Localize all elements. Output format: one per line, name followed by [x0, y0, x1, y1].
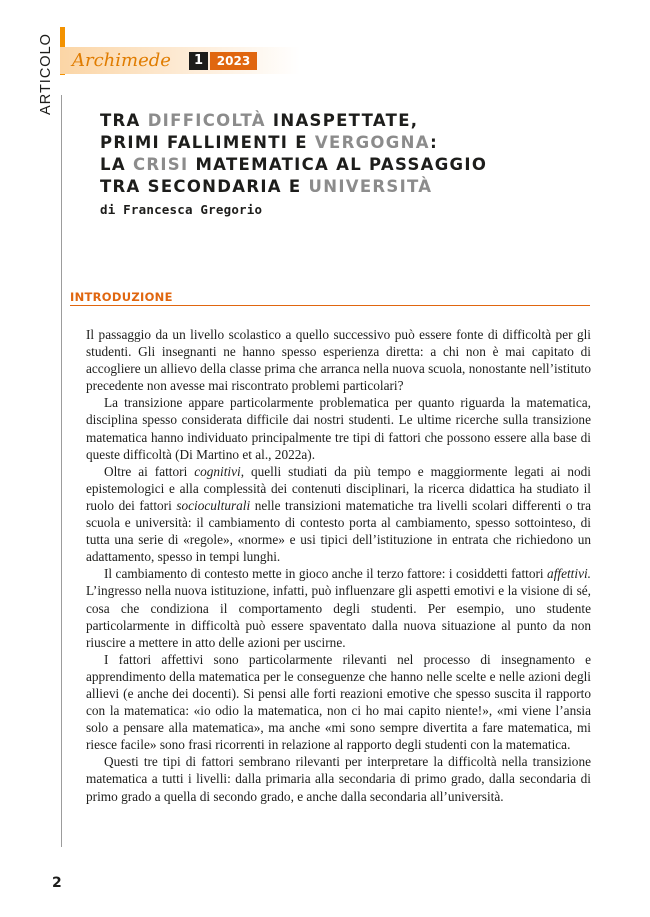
- page-number: 2: [52, 875, 62, 891]
- paragraph-text: La transizione appare particolarmente problematica per quanto riguarda la matematica, disciplina spesso considerata difficile dai nostri studenti. Le ultime ricerche sulla transizione matematica hanno individuato principalmente tre tipi di fattori che possono essere alla base di queste difficoltà (Di Martino et al., 2022a).: [86, 395, 591, 462]
- body-paragraph: [86, 565, 591, 650]
- paragraph-text: Il cambiamento di contesto mette in gioco anche il terzo fattore: i cosiddetti fattori: [104, 566, 548, 582]
- section-label: [37, 22, 53, 132]
- section-rule: [70, 305, 590, 306]
- body-paragraph: [86, 326, 591, 394]
- article-author: di Francesca Gregorio: [100, 202, 263, 217]
- title-text: LA: [100, 155, 133, 174]
- magazine-name: Archimede: [72, 50, 171, 71]
- emphasis-text: socioculturali: [176, 497, 251, 513]
- title-line: [100, 132, 620, 154]
- margin-rule: [61, 95, 62, 847]
- issue-year: 2023: [210, 52, 257, 70]
- paragraph-text: I fattori affettivi sono particolarmente rilevanti nel processo di insegnamento e apprendimento della matematica per le conseguenze che hanno nelle scelte e nelle azioni degli allievi (e anche dei docenti). Si pensi alle forti reazioni emotive che spesso suscita il rapporto con la matematica: «io odio la matematica, non ci ho mai capito niente!», «mi viene l’ansia solo a pensare alla matematica», ma anche «mi sono sempre divertita a fare matematica, mi riesce facile» sono frasi ricorrenti in relazione al rapporto degli studenti con la matematica.: [86, 651, 591, 753]
- emphasis-text: cognitivi: [194, 463, 241, 479]
- title-keyword: CRISI: [132, 155, 189, 174]
- paragraph-text: , quelli studiati da più tempo e maggiormente legati ai nodi epistemologici e alla complessità dei contenuti disciplinari, la ricerca didattica ha studiato il ruolo dei fattori: [86, 463, 591, 513]
- title-text: PRIMI FALLIMENTI E: [100, 133, 315, 152]
- issue-number: 1: [189, 52, 208, 70]
- section-label-text: ARTICOLO: [38, 33, 54, 115]
- title-keyword: VERGOGNA: [314, 133, 431, 152]
- title-line: [100, 154, 620, 176]
- title-text: INASPETTATE,: [265, 111, 419, 130]
- body-paragraph: [86, 463, 591, 566]
- body-paragraph: [86, 753, 591, 804]
- article-body: [86, 326, 591, 805]
- title-text: TRA SECONDARIA E: [100, 177, 309, 196]
- title-line: [100, 176, 620, 198]
- title-keyword: DIFFICOLTÀ: [147, 111, 266, 130]
- paragraph-text: L’ingresso nella nuova istituzione, infatti, può influenzare gli aspetti emotivi e la visione di sé, cosa che condiziona il comportamento degli studenti. Per esempio, uno studente particolarmente in difficoltà può essere spaventato dalla nuova situazione al punto da non riuscire a mettere in atto delle azioni per uscirne.: [86, 583, 591, 650]
- paragraph-text: Oltre ai fattori: [104, 463, 195, 479]
- paragraph-text: Il passaggio da un livello scolastico a quello successivo può essere fonte di difficoltà per gli studenti. Gli insegnanti ne hanno spesso esperienza diretta: a chi non è mai capitato di accogliere un allievo della classe prima che arranca nella nuova scuola, nonostante nell’istituto precedente non avesse mai riscontrato problemi particolari?: [86, 327, 591, 394]
- emphasis-text: affettivi.: [547, 566, 591, 582]
- title-text: :: [430, 133, 438, 152]
- body-paragraph: [86, 651, 591, 754]
- title-text: MATEMATICA AL PASSAGGIO: [188, 155, 488, 174]
- paragraph-text: nelle transizioni matematiche tra livelli scolari differenti o tra scuola e università: il cambiamento di contesto porta al cambiamento, spesso sottointeso, di tutta una serie di «regole», «norme» e usi tipici dell’istituzione in entrata che richiedono un adattamento, spesso in tempi lunghi.: [86, 497, 591, 565]
- title-line: [100, 110, 620, 132]
- title-keyword: UNIVERSITÀ: [308, 177, 433, 196]
- article-title: [100, 110, 620, 198]
- title-text: TRA: [100, 111, 148, 130]
- body-paragraph: [86, 394, 591, 462]
- paragraph-text: Questi tre tipi di fattori sembrano rilevanti per interpretare la difficoltà nella transizione matematica a tutti i livelli: dalla primaria alla secondaria di primo grado, dalla secondaria di primo grado a quella di secondo grado, e anche dalla secondaria all’università.: [86, 754, 591, 804]
- section-heading: INTRODUZIONE: [70, 290, 173, 304]
